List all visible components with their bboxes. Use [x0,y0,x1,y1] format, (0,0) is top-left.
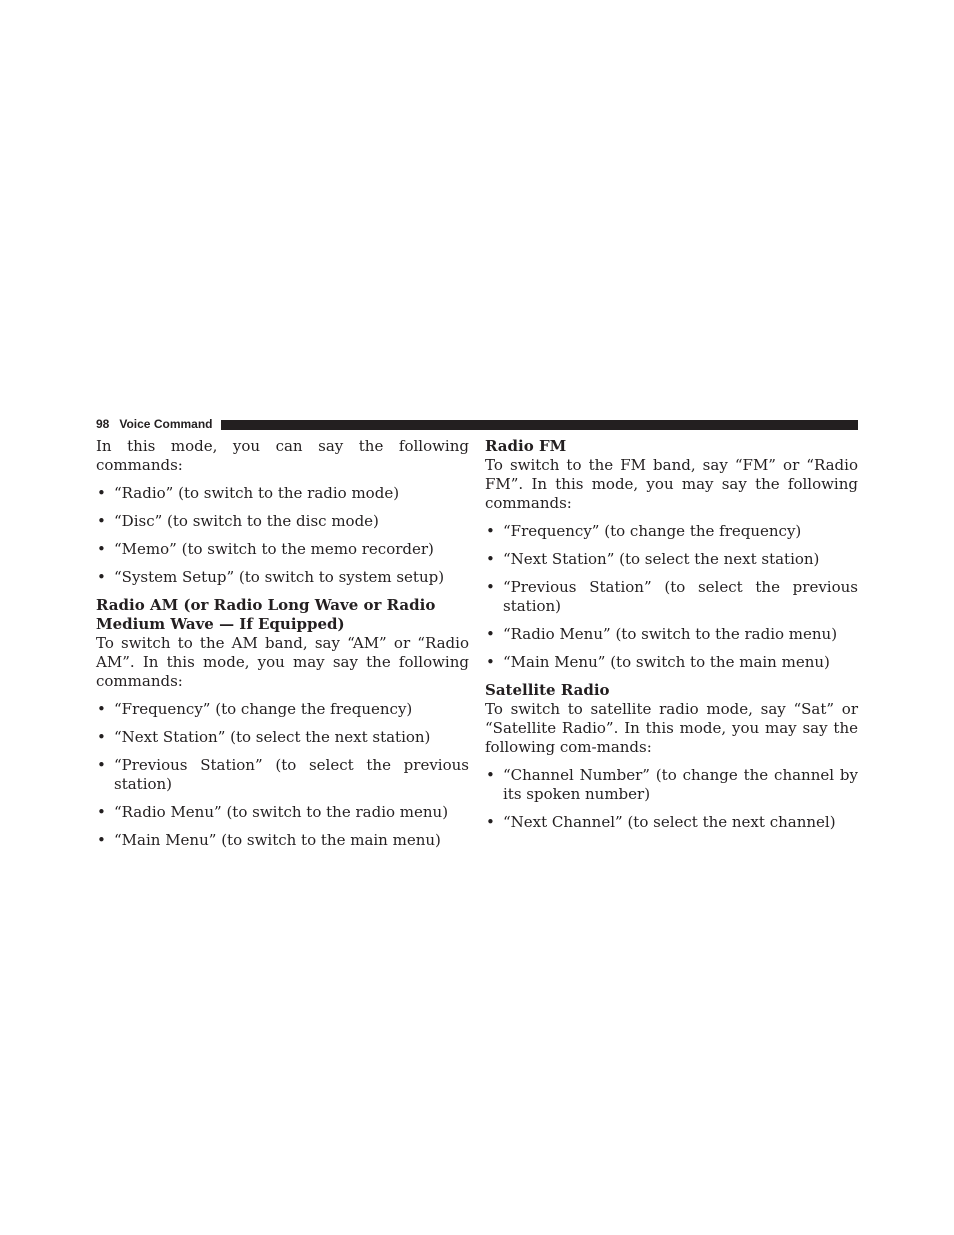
left-column [96,437,469,850]
radio-fm-text: To switch to the FM band, say “FM” or “Radio FM”. In this mode, you may say the following commands: [485,456,858,512]
satellite-radio-heading: Satellite Radio [485,681,610,699]
satellite-command-list [485,766,858,832]
list-item: • “Previous Station” (to select the previous station) [96,756,469,794]
list-item: • “Next Station” (to select the next station) [96,728,469,747]
section-title: Voice Command [119,417,213,431]
list-item: • “Radio Menu” (to switch to the radio menu) [96,803,469,822]
page-number: 98 [96,417,110,431]
list-item: • “Previous Station” (to select the previous station) [485,578,858,616]
radio-am-heading: Radio AM (or Radio Long Wave or Radio Medium Wave — If Equipped) [96,596,436,633]
right-column [485,437,858,832]
list-item: • “Main Menu” (to switch to the main menu) [485,653,858,672]
intro-text: In this mode, you can say the following commands: [96,437,469,474]
radio-am-command-list [96,700,469,850]
radio-fm-heading: Radio FM [485,437,567,455]
list-item: • “Disc” (to switch to the disc mode) [96,512,469,531]
list-item: • “Next Channel” (to select the next channel) [485,813,858,832]
list-item: • “System Setup” (to switch to system setup) [96,568,469,587]
list-item: • “Frequency” (to change the frequency) [96,700,469,719]
radio-am-text: To switch to the AM band, say “AM” or “Radio AM”. In this mode, you may say the following commands: [96,634,469,690]
list-item: • “Next Station” (to select the next station) [485,550,858,569]
header-rule [221,420,859,430]
satellite-radio-text: To switch to satellite radio mode, say “Sat” or “Satellite Radio”. In this mode, you may say the following com-mands: [485,700,858,756]
radio-fm-command-list [485,522,858,672]
intro-command-list [96,484,469,587]
list-item: • “Radio Menu” (to switch to the radio menu) [485,625,858,644]
list-item: • “Main Menu” (to switch to the main menu) [96,831,469,850]
list-item: • “Frequency” (to change the frequency) [485,522,858,541]
list-item: • “Radio” (to switch to the radio mode) [96,484,469,503]
list-item: • “Memo” (to switch to the memo recorder) [96,540,469,559]
list-item: • “Channel Number” (to change the channel by its spoken number) [485,766,858,804]
page-header [96,416,858,433]
